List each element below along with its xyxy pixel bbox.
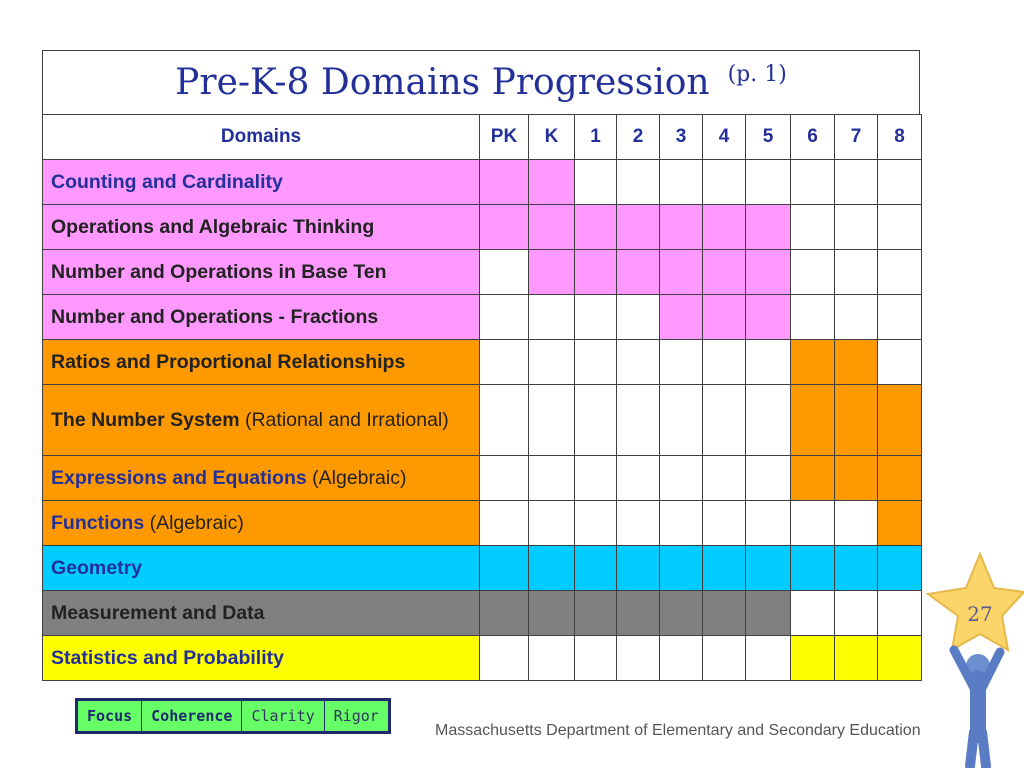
grade-cell [878, 160, 922, 205]
domain-name-cell [43, 250, 480, 295]
grade-cell [617, 456, 660, 501]
legend-item-coherence: Coherence [142, 701, 242, 731]
grade-cell [660, 456, 703, 501]
grade-cell [878, 456, 922, 501]
grade-header: PK [480, 115, 529, 160]
grade-cell [480, 160, 529, 205]
grade-cell [878, 385, 922, 456]
grade-cell [660, 501, 703, 546]
table-row [43, 501, 922, 546]
star-figure [920, 550, 1024, 768]
grade-cell [529, 546, 575, 591]
page-reference: (p. 1) [727, 62, 787, 87]
grade-header: 4 [703, 115, 746, 160]
slide-title-box [42, 50, 920, 114]
grade-cell [835, 160, 878, 205]
grade-cell [529, 205, 575, 250]
grade-cell [835, 340, 878, 385]
grade-cell [746, 205, 791, 250]
grade-cell [529, 295, 575, 340]
domain-name-cell [43, 340, 480, 385]
table-header-row [43, 115, 922, 160]
grade-cell [480, 546, 529, 591]
grade-cell [617, 160, 660, 205]
grade-cell [835, 591, 878, 636]
legend-item-clarity: Clarity [242, 701, 324, 731]
grade-cell [480, 340, 529, 385]
domain-note: (Algebraic) [144, 511, 244, 534]
grade-cell [835, 636, 878, 681]
grade-cell [746, 295, 791, 340]
grade-cell [575, 456, 617, 501]
grade-cell [660, 636, 703, 681]
grade-cell [660, 340, 703, 385]
grade-cell [660, 205, 703, 250]
domain-name-cell [43, 456, 480, 501]
grade-cell [835, 456, 878, 501]
grade-cell [575, 591, 617, 636]
grade-cell [791, 385, 835, 456]
domain-name-cell [43, 160, 480, 205]
domain-name: The Number System [51, 408, 240, 431]
grade-header: K [529, 115, 575, 160]
grade-cell [703, 636, 746, 681]
grade-cell [791, 501, 835, 546]
grade-cell [575, 546, 617, 591]
grade-cell [835, 205, 878, 250]
domain-name: Geometry [51, 556, 143, 579]
grade-cell [575, 636, 617, 681]
grade-cell [703, 250, 746, 295]
grade-cell [529, 591, 575, 636]
grade-cell [878, 340, 922, 385]
table-row [43, 295, 922, 340]
grade-cell [791, 636, 835, 681]
slide-number: 27 [967, 602, 993, 626]
legend-item-focus: Focus [78, 701, 142, 731]
grade-header: 7 [835, 115, 878, 160]
grade-cell [480, 250, 529, 295]
grade-cell [480, 501, 529, 546]
grade-cell [617, 340, 660, 385]
domain-name: Statistics and Probability [51, 646, 284, 669]
grade-header: 3 [660, 115, 703, 160]
grade-cell [878, 591, 922, 636]
legend-item-rigor: Rigor [333, 707, 379, 725]
grade-cell [660, 160, 703, 205]
domain-name-cell [43, 295, 480, 340]
domain-name: Counting and Cardinality [51, 170, 283, 193]
domain-note: (Algebraic) [306, 466, 407, 489]
grade-cell [480, 295, 529, 340]
grade-cell [791, 250, 835, 295]
grade-cell [746, 250, 791, 295]
grade-cell [660, 295, 703, 340]
grade-cell [575, 250, 617, 295]
domains-progression-table [42, 114, 922, 681]
grade-cell [529, 160, 575, 205]
grade-cell [746, 636, 791, 681]
grade-cell [529, 250, 575, 295]
grade-cell [791, 340, 835, 385]
table-row [43, 205, 922, 250]
grade-cell [791, 160, 835, 205]
grade-cell [529, 501, 575, 546]
grade-cell [835, 295, 878, 340]
slide-title: Pre-K-8 Domains Progression [175, 62, 710, 103]
domain-name: Number and Operations in Base Ten [51, 260, 387, 283]
grade-cell [791, 591, 835, 636]
grade-cell [529, 340, 575, 385]
table-row [43, 340, 922, 385]
star-person-icon [920, 550, 1024, 768]
domain-name: Operations and Algebraic Thinking [51, 215, 375, 238]
grade-cell [480, 636, 529, 681]
grade-cell [746, 160, 791, 205]
grade-cell [746, 385, 791, 456]
grade-header: 1 [575, 115, 617, 160]
domain-name-cell [43, 546, 480, 591]
table-row [43, 591, 922, 636]
grade-cell [617, 385, 660, 456]
domain-name-cell [43, 385, 480, 456]
grade-cell [703, 456, 746, 501]
grade-cell [791, 205, 835, 250]
domain-note: (Rational and Irrational) [239, 408, 449, 431]
table-row [43, 636, 922, 681]
grade-cell [835, 546, 878, 591]
grade-cell [703, 160, 746, 205]
grade-cell [575, 501, 617, 546]
grade-header: 6 [791, 115, 835, 160]
grade-cell [617, 295, 660, 340]
grade-cell [791, 546, 835, 591]
grade-cell [529, 385, 575, 456]
grade-cell [746, 591, 791, 636]
grade-cell [575, 295, 617, 340]
grade-cell [703, 205, 746, 250]
grade-cell [617, 591, 660, 636]
domain-name: Functions [51, 511, 145, 534]
domain-name-cell [43, 205, 480, 250]
domains-header: Domains [43, 115, 480, 160]
grade-cell [617, 250, 660, 295]
table-row [43, 250, 922, 295]
grade-cell [791, 456, 835, 501]
grade-cell [878, 250, 922, 295]
grade-cell [878, 295, 922, 340]
grade-cell [660, 591, 703, 636]
grade-cell [703, 546, 746, 591]
domain-name: Ratios and Proportional Relationships [51, 350, 406, 373]
grade-cell [480, 591, 529, 636]
grade-cell [575, 160, 617, 205]
grade-cell [835, 250, 878, 295]
grade-cell [703, 340, 746, 385]
grade-cell [480, 205, 529, 250]
grade-cell [529, 456, 575, 501]
legend-box [75, 698, 391, 734]
grade-cell [878, 546, 922, 591]
grade-cell [575, 385, 617, 456]
grade-cell [791, 295, 835, 340]
domain-name: Number and Operations - Fractions [51, 305, 379, 328]
grade-cell [703, 295, 746, 340]
grade-cell [660, 250, 703, 295]
grade-cell [617, 636, 660, 681]
grade-cell [746, 340, 791, 385]
grade-cell [575, 205, 617, 250]
grade-cell [575, 340, 617, 385]
domain-name: Expressions and Equations [51, 466, 307, 489]
domain-name-cell [43, 501, 480, 546]
grade-cell [480, 456, 529, 501]
table-row [43, 160, 922, 205]
grade-cell [746, 501, 791, 546]
grade-header: 5 [746, 115, 791, 160]
grade-cell [878, 636, 922, 681]
grade-cell [746, 546, 791, 591]
grade-cell [529, 636, 575, 681]
grade-cell [703, 501, 746, 546]
table-row [43, 385, 922, 456]
grade-cell [480, 385, 529, 456]
grade-cell [746, 456, 791, 501]
grade-cell [878, 205, 922, 250]
grade-cell [835, 385, 878, 456]
grade-cell [660, 385, 703, 456]
grade-header: 8 [878, 115, 922, 160]
footer-text: Massachusetts Department of Elementary and Secondary Education [435, 722, 921, 739]
grade-cell [617, 546, 660, 591]
grade-cell [703, 385, 746, 456]
grade-cell [617, 501, 660, 546]
table-row [43, 546, 922, 591]
grade-cell [835, 501, 878, 546]
grade-cell [617, 205, 660, 250]
grade-cell [703, 591, 746, 636]
table-row [43, 456, 922, 501]
grade-cell [878, 501, 922, 546]
domain-name-cell [43, 591, 480, 636]
domain-name-cell [43, 636, 480, 681]
domain-name: Measurement and Data [51, 601, 265, 624]
grade-cell [660, 546, 703, 591]
grade-header: 2 [617, 115, 660, 160]
